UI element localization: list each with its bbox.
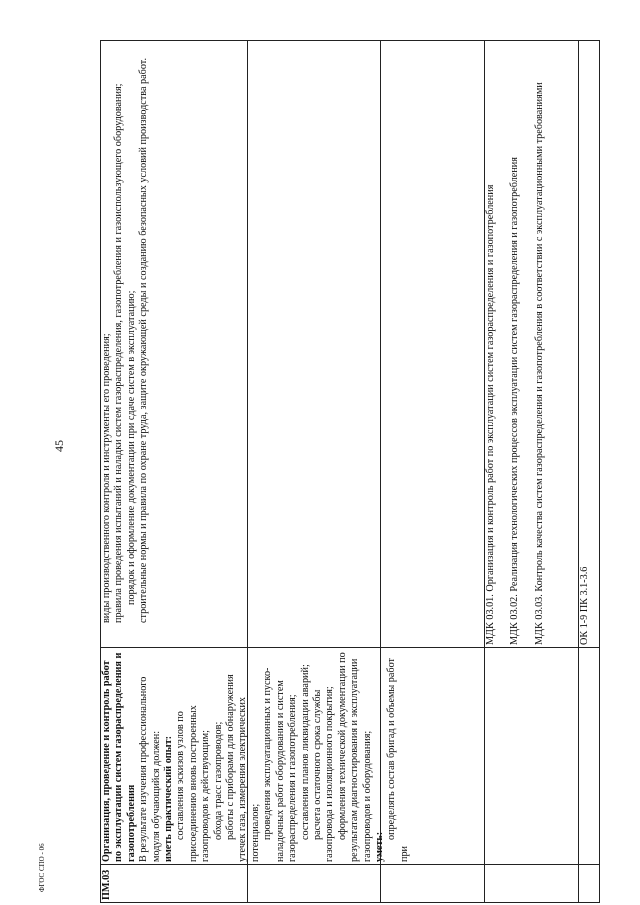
practice-label: иметь практический опыт: (163, 735, 175, 862)
grid-line (100, 40, 600, 41)
skills-label: уметь: (373, 831, 385, 862)
row2-content (101, 651, 410, 862)
grid-line (599, 40, 600, 903)
practice-item-7: оформления технической документации по результатам диагностирования и эксплуатации газопроводов и оборудования; (336, 652, 373, 862)
footer-text: ФГОС СПО - 06 (38, 843, 46, 892)
grid-line (100, 902, 600, 903)
row1-line-2: правила проведения испытаний и наладки систем газораспределения, газопотребления и газоиспользующего оборудования; (113, 83, 125, 623)
page-number: 45 (52, 440, 66, 452)
module-index: ПМ.03 (101, 869, 112, 900)
grid-line (100, 647, 600, 648)
row1-line-1: виды производственного контроля и инструменты его проведения; (101, 333, 112, 623)
module-title: Организация, проведение и контроль работ по эксплуатации систем газораспределения и газопотребления (101, 652, 137, 862)
competency-box (579, 43, 599, 645)
row1-content (101, 43, 246, 645)
practice-item-4: проведения эксплуатационных и пуско-наладочных работ оборудования и систем газораспределения и газопотребления; (262, 667, 299, 862)
module-index-box (101, 868, 119, 900)
practice-item-1: составления эскизов узлов по присоединению вновь построенных газопроводов к действующим; (175, 705, 212, 862)
practice-item-3: работы с приборами для обнаружения утечек газа, измерения электрических потенциалов; (225, 674, 261, 862)
practice-item-6: расчета остаточного срока службы газопровода и изоляционного покрытия; (311, 686, 336, 862)
skills-item-1: определять состав бригад и объемы работ при (386, 657, 410, 862)
mdk-item-3: МДК 03.03. Контроль качества систем газораспределения и газопотребления в соответствии с эксплуатационными требованиями (533, 82, 545, 645)
rotated-layout (100, 40, 600, 903)
mdk-box (485, 43, 577, 645)
row1-line-3: порядок и оформление документации при сдаче систем в эксплуатацию; (125, 290, 137, 605)
mdk-item-2: МДК 03.02. Реализация технологических процессов эксплуатации систем газораспределения и газопотребления (509, 157, 521, 645)
practice-item-2: обхода трасс газопроводов; (212, 721, 224, 840)
practice-item-5: составления планов ликвидации аварий; (299, 664, 311, 840)
competency-list: ОК 1-9 ПК 3.1-3.6 (579, 566, 590, 645)
grid-line (100, 864, 600, 865)
row1-line-4: строительные нормы и правила по охране труда, защите окружающей среды и созданию безопасных условий производства работ. (138, 57, 150, 623)
module-intro: В результате изучения профессионального модуля обучающийся должен: (138, 676, 162, 862)
mdk-item-1: МДК 03.01. Организация и контроль работ по эксплуатации систем газораспределения и газопотребления (485, 184, 496, 645)
